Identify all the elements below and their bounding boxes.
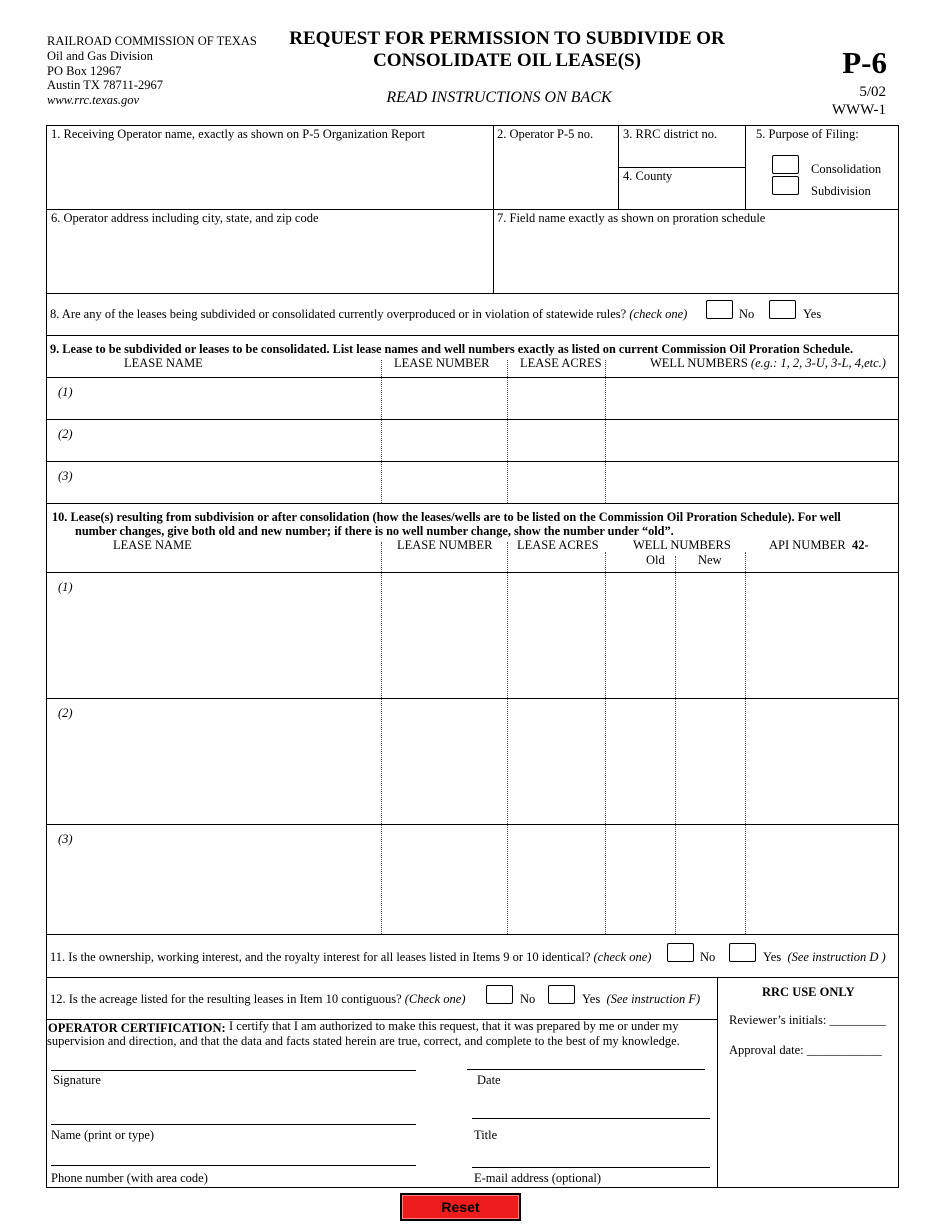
q12-no-label: No	[520, 992, 536, 1006]
form-title-line1: REQUEST FOR PERMISSION TO SUBDIVIDE OR	[289, 28, 725, 49]
q11-yes-checkbox[interactable]	[729, 943, 756, 962]
form-version: WWW-1	[831, 102, 886, 118]
q8-yes-label: Yes	[803, 307, 822, 321]
q12-yes-checkbox[interactable]	[548, 985, 575, 1004]
q12-no-checkbox[interactable]	[486, 985, 513, 1004]
email-label: E-mail address (optional)	[474, 1171, 602, 1185]
field-5-label: 5. Purpose of Filing:	[756, 127, 859, 141]
reset-button[interactable]: Reset	[400, 1193, 521, 1221]
name-label: Name (print or type)	[51, 1128, 155, 1142]
agency-division: Oil and Gas Division	[47, 49, 153, 63]
sec10-col-wells: WELL NUMBERS	[633, 538, 731, 552]
q8-text: 8. Are any of the leases being subdivided or consolidated currently overproduced or in violation of statewide rules? (check one)	[50, 307, 688, 321]
title-label: Title	[474, 1128, 498, 1142]
field-name-input[interactable]	[498, 232, 897, 288]
field-4-label: 4. County	[623, 169, 673, 183]
frame-bottom	[46, 1187, 899, 1188]
agency-website: www.rrc.texas.gov	[47, 93, 140, 107]
name-input[interactable]	[52, 1104, 418, 1124]
sec10-row-1: (1)	[58, 580, 73, 594]
date-input[interactable]	[469, 1049, 707, 1069]
sec10-title-line2: number changes, give both old and new number; if there is no well number change, show the number under “old”.	[75, 524, 674, 538]
sec9-row-3: (3)	[58, 469, 73, 483]
certification-text-1: I certify that I am authorized to make this request, that it was prepared by me or under my	[229, 1019, 679, 1033]
field-2-label: 2. Operator P-5 no.	[497, 127, 594, 141]
form-revision: 5/02	[859, 84, 886, 100]
q11-no-label: No	[700, 950, 716, 964]
frame-top	[46, 125, 899, 126]
rrc-approval-date: Approval date: ____________	[729, 1043, 882, 1057]
operator-address-input[interactable]	[52, 232, 492, 288]
rrc-district-input[interactable]	[624, 146, 744, 166]
consolidation-checkbox[interactable]	[772, 155, 799, 174]
q8-no-label: No	[739, 307, 755, 321]
q8-yes-checkbox[interactable]	[769, 300, 796, 319]
sec10-col-name: LEASE NAME	[113, 538, 192, 552]
field-7-label: 7. Field name exactly as shown on proration schedule	[497, 211, 766, 225]
q12-text: 12. Is the acreage listed for the resulting leases in Item 10 contiguous? (Check one)	[50, 992, 466, 1006]
sec9-row-1: (1)	[58, 385, 73, 399]
operator-p5-input[interactable]	[498, 150, 618, 204]
agency-name: RAILROAD COMMISSION OF TEXAS	[47, 34, 257, 48]
agency-pobox: PO Box 12967	[47, 64, 122, 78]
date-label: Date	[477, 1073, 501, 1087]
sec9-col-acres: LEASE ACRES	[520, 356, 602, 370]
subdivision-checkbox[interactable]	[772, 176, 799, 195]
sec9-col-number: LEASE NUMBER	[394, 356, 490, 370]
phone-input[interactable]	[52, 1145, 418, 1165]
sec10-col-api: API NUMBER 42-	[769, 538, 869, 552]
subdivision-label: Subdivision	[811, 184, 871, 198]
sec9-col-name: LEASE NAME	[124, 356, 203, 370]
county-input[interactable]	[624, 186, 744, 206]
q12-yes-label: Yes (See instruction F)	[582, 992, 701, 1006]
read-instructions: READ INSTRUCTIONS ON BACK	[386, 89, 612, 106]
sec10-col-new: New	[698, 553, 722, 567]
sec10-row-3: (3)	[58, 832, 73, 846]
sec9-col-wells: WELL NUMBERS (e.g.: 1, 2, 3-U, 3-L, 4,etc.)	[650, 356, 886, 370]
consolidation-label: Consolidation	[811, 162, 882, 176]
operator-name-input[interactable]	[52, 150, 492, 204]
sec10-row-2: (2)	[58, 706, 73, 720]
q11-text: 11. Is the ownership, working interest, and the royalty interest for all leases listed in Items 9 or 10 identical? (check one)	[50, 950, 652, 964]
certification-heading: OPERATOR CERTIFICATION:	[48, 1021, 226, 1035]
rrc-use-only: RRC USE ONLY	[762, 985, 855, 999]
q8-no-checkbox[interactable]	[706, 300, 733, 319]
field-1-label: 1. Receiving Operator name, exactly as shown on P-5 Organization Report	[51, 127, 425, 141]
sec10-col-old: Old	[646, 553, 665, 567]
rrc-reviewer-initials: Reviewer’s initials: _________	[729, 1013, 886, 1027]
q11-yes-label: Yes (See instruction D )	[763, 950, 886, 964]
frame-right	[898, 125, 899, 1188]
field-6-label: 6. Operator address including city, state, and zip code	[51, 211, 319, 225]
form-title-line2: CONSOLIDATE OIL LEASE(S)	[373, 50, 641, 71]
sec10-title-line1: 10. Lease(s) resulting from subdivision or after consolidation (how the leases/wells are to be listed on the Commission Oil Proration Schedule). For well	[52, 510, 841, 524]
sec9-title: 9. Lease to be subdivided or leases to be consolidated. List lease names and well numbers exactly as listed on current Commission Oil Proration Schedule.	[50, 342, 854, 356]
frame-left	[46, 125, 47, 1188]
sec10-col-acres: LEASE ACRES	[517, 538, 599, 552]
email-input[interactable]	[474, 1147, 712, 1167]
sec10-col-number: LEASE NUMBER	[397, 538, 493, 552]
signature-input[interactable]	[52, 1050, 418, 1070]
form-id: P-6	[842, 45, 887, 80]
title-input[interactable]	[474, 1098, 712, 1118]
phone-label: Phone number (with area code)	[51, 1171, 208, 1185]
signature-label: Signature	[53, 1073, 101, 1087]
sec9-row-2: (2)	[58, 427, 73, 441]
agency-city: Austin TX 78711-2967	[47, 78, 163, 92]
q11-no-checkbox[interactable]	[667, 943, 694, 962]
field-3-label: 3. RRC district no.	[623, 127, 718, 141]
certification-text-2: supervision and direction, and that the data and facts stated herein are true, correct, and complete to the best of my knowledge.	[47, 1034, 680, 1048]
